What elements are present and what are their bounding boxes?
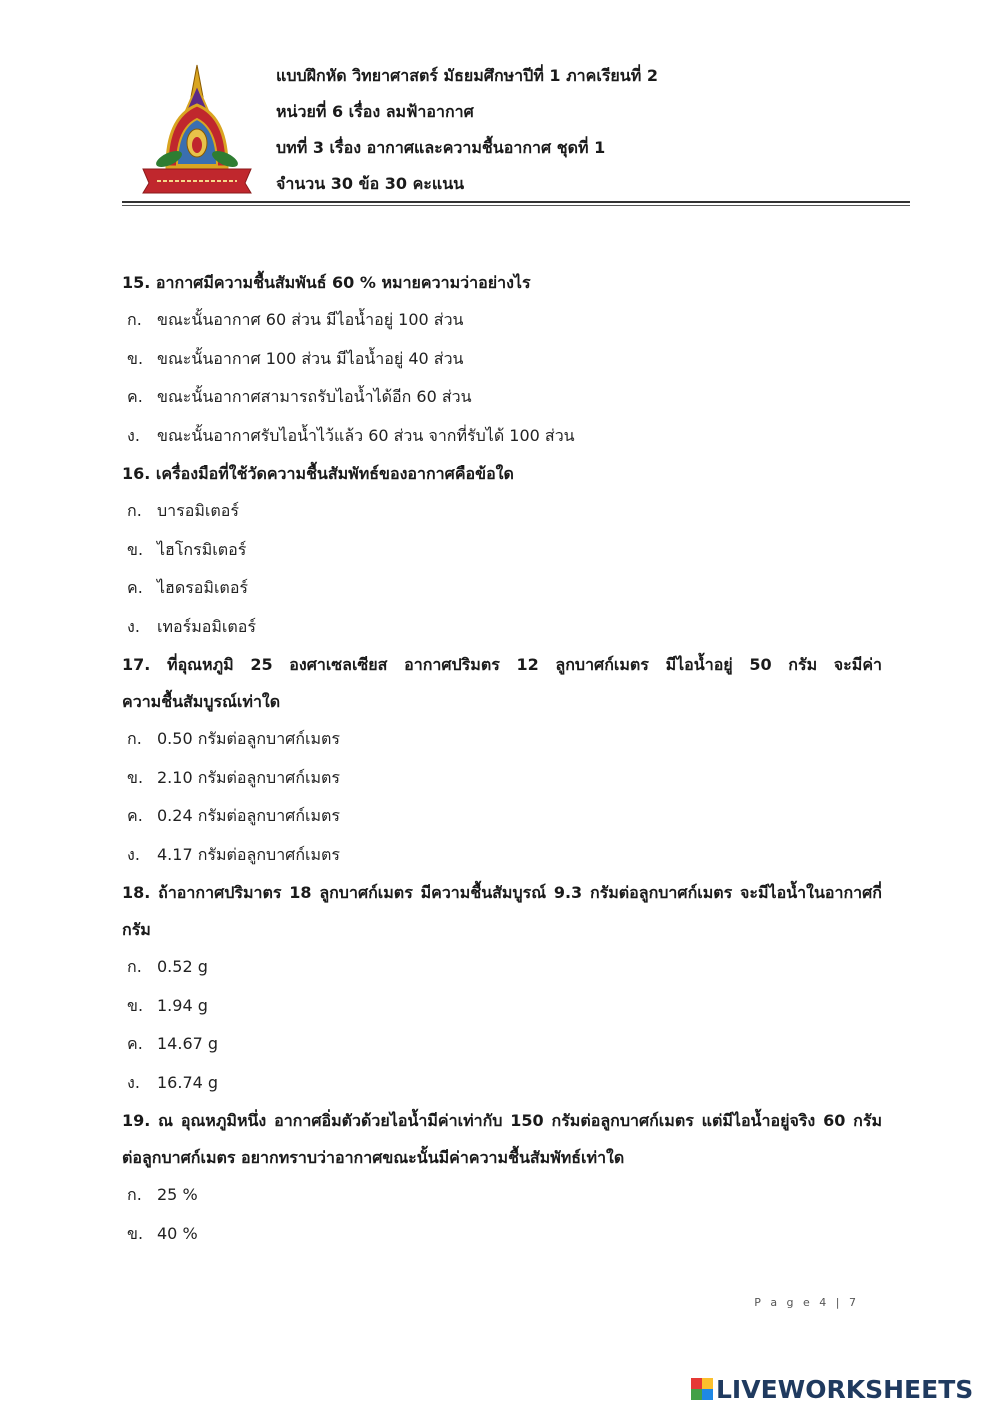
choice-text: 0.52 g (157, 957, 208, 976)
header-chapter: บทที่ 3 เรื่อง อากาศและความชื้นอากาศ ชุดที่ 1 (276, 138, 606, 157)
choice-letter: ข. (127, 348, 144, 368)
brand-name: LIVEWORKSHEETS (716, 1374, 974, 1404)
choice-item[interactable] (122, 987, 882, 1026)
question-block (122, 1102, 882, 1253)
choice-item[interactable] (122, 1176, 882, 1215)
choice-text: ขณะนั้นอากาศสามารถรับไอน้ำได้อีก 60 ส่วน (157, 387, 472, 406)
choice-item[interactable] (122, 492, 882, 531)
choice-letter: ข. (127, 767, 144, 787)
choice-item[interactable] (122, 378, 882, 417)
choice-item[interactable] (122, 836, 882, 875)
choice-text: บารอมิเตอร์ (157, 501, 239, 520)
page-number: P a g e 4 | 7 (754, 1296, 859, 1309)
question-text: 16. เครื่องมือที่ใช้วัดความชื้นสัมพัทธ์ของอากาศคือข้อใด (122, 464, 514, 483)
choice-letter: ก. (127, 729, 142, 748)
choice-item[interactable] (122, 531, 882, 570)
choice-item[interactable] (122, 1025, 882, 1064)
choice-letter: ก. (127, 310, 142, 329)
choice-item[interactable] (122, 340, 882, 379)
header-divider (122, 201, 910, 203)
choice-letter: ค. (127, 578, 143, 597)
choice-letter: ค. (127, 387, 143, 406)
choice-item[interactable] (122, 569, 882, 608)
choice-letter: ข. (127, 1223, 144, 1243)
choice-text: ไฮโกรมิเตอร์ (157, 539, 247, 559)
choice-letter: ข. (127, 995, 144, 1015)
choice-text: ขณะนั้นอากาศ 60 ส่วน มีไอน้ำอยู่ 100 ส่วน (157, 310, 464, 329)
choice-text: 2.10 กรัมต่อลูกบาศก์เมตร (157, 767, 341, 787)
choice-item[interactable] (122, 720, 882, 759)
choice-letter: ง. (127, 616, 140, 636)
question-block (122, 264, 882, 455)
choice-item[interactable] (122, 797, 882, 836)
choice-text: ขณะนั้นอากาศรับไอน้ำไว้แล้ว 60 ส่วน จากที่รับได้ 100 ส่วน (157, 425, 575, 445)
choice-letter: ง. (127, 844, 140, 864)
header-divider-thin (122, 205, 910, 206)
choice-letter: ค. (127, 806, 143, 825)
header-title: แบบฝึกหัด วิทยาศาสตร์ มัธยมศึกษาปีที่ 1 ภาคเรียนที่ 2 (276, 66, 658, 85)
choice-item[interactable] (122, 608, 882, 647)
header-count: จำนวน 30 ข้อ 30 คะแนน (276, 174, 465, 193)
liveworksheets-logo-icon (691, 1378, 713, 1400)
choice-text: 16.74 g (157, 1072, 219, 1092)
choice-letter: ก. (127, 501, 142, 520)
question-list (122, 264, 882, 1253)
choice-letter: ง. (127, 1072, 140, 1092)
choice-text: 1.94 g (157, 995, 208, 1015)
question-text: 19. ณ อุณหภูมิหนึ่ง อากาศอิ่มตัวด้วยไอน้ำมีค่าเท่ากับ 150 กรัมต่อลูกบาศก์เมตร แต่มีไอน้ำอยู่จริง 60 กรัมต่อลูกบาศก์เมตร อยากทราบว่าอากาศขณะนั้นมีค่าความชื้นสัมพัทธ์เท่าใด (122, 1111, 882, 1167)
choice-item[interactable] (122, 417, 882, 456)
choice-text: 14.67 g (157, 1034, 219, 1053)
choice-item[interactable] (122, 948, 882, 987)
question-text: 17. ที่อุณหภูมิ 25 องศาเซลเซียส อากาศปริมตร 12 ลูกบาศก์เมตร มีไอน้ำอยู่ 50 กรัม จะมีค่าความชื้นสัมบูรณ์เท่าใด (122, 655, 882, 711)
school-emblem-icon (137, 57, 257, 197)
choice-text: ไฮดรอมิเตอร์ (157, 578, 249, 597)
question-block (122, 455, 882, 646)
choice-item[interactable] (122, 1215, 882, 1254)
question-text: 15. อากาศมีความชื้นสัมพันธ์ 60 % หมายความว่าอย่างไร (122, 273, 531, 292)
choice-letter: ค. (127, 1034, 143, 1053)
choice-text: 4.17 กรัมต่อลูกบาศก์เมตร (157, 844, 341, 864)
choice-text: ขณะนั้นอากาศ 100 ส่วน มีไอน้ำอยู่ 40 ส่วน (157, 348, 464, 368)
choice-text: เทอร์มอมิเตอร์ (157, 616, 256, 636)
choice-letter: ง. (127, 425, 140, 445)
choice-item[interactable] (122, 759, 882, 798)
choice-text: 25 % (157, 1185, 198, 1204)
question-text: 18. ถ้าอากาศปริมาตร 18 ลูกบาศก์เมตร มีความชื้นสัมบูรณ์ 9.3 กรัมต่อลูกบาศก์เมตร จะมีไอน้ำในอากาศกี่กรัม (122, 883, 882, 939)
choice-item[interactable] (122, 1064, 882, 1103)
choice-item[interactable] (122, 301, 882, 340)
choice-letter: ข. (127, 539, 144, 559)
liveworksheets-brand[interactable] (691, 1372, 973, 1406)
worksheet-header (276, 60, 658, 204)
choice-text: 0.24 กรัมต่อลูกบาศก์เมตร (157, 806, 341, 825)
school-logo (137, 57, 257, 197)
header-unit: หน่วยที่ 6 เรื่อง ลมฟ้าอากาศ (276, 102, 474, 121)
choice-letter: ก. (127, 957, 142, 976)
choice-text: 40 % (157, 1223, 198, 1243)
choice-letter: ก. (127, 1185, 142, 1204)
question-block (122, 646, 882, 874)
choice-text: 0.50 กรัมต่อลูกบาศก์เมตร (157, 729, 341, 748)
question-block (122, 874, 882, 1102)
